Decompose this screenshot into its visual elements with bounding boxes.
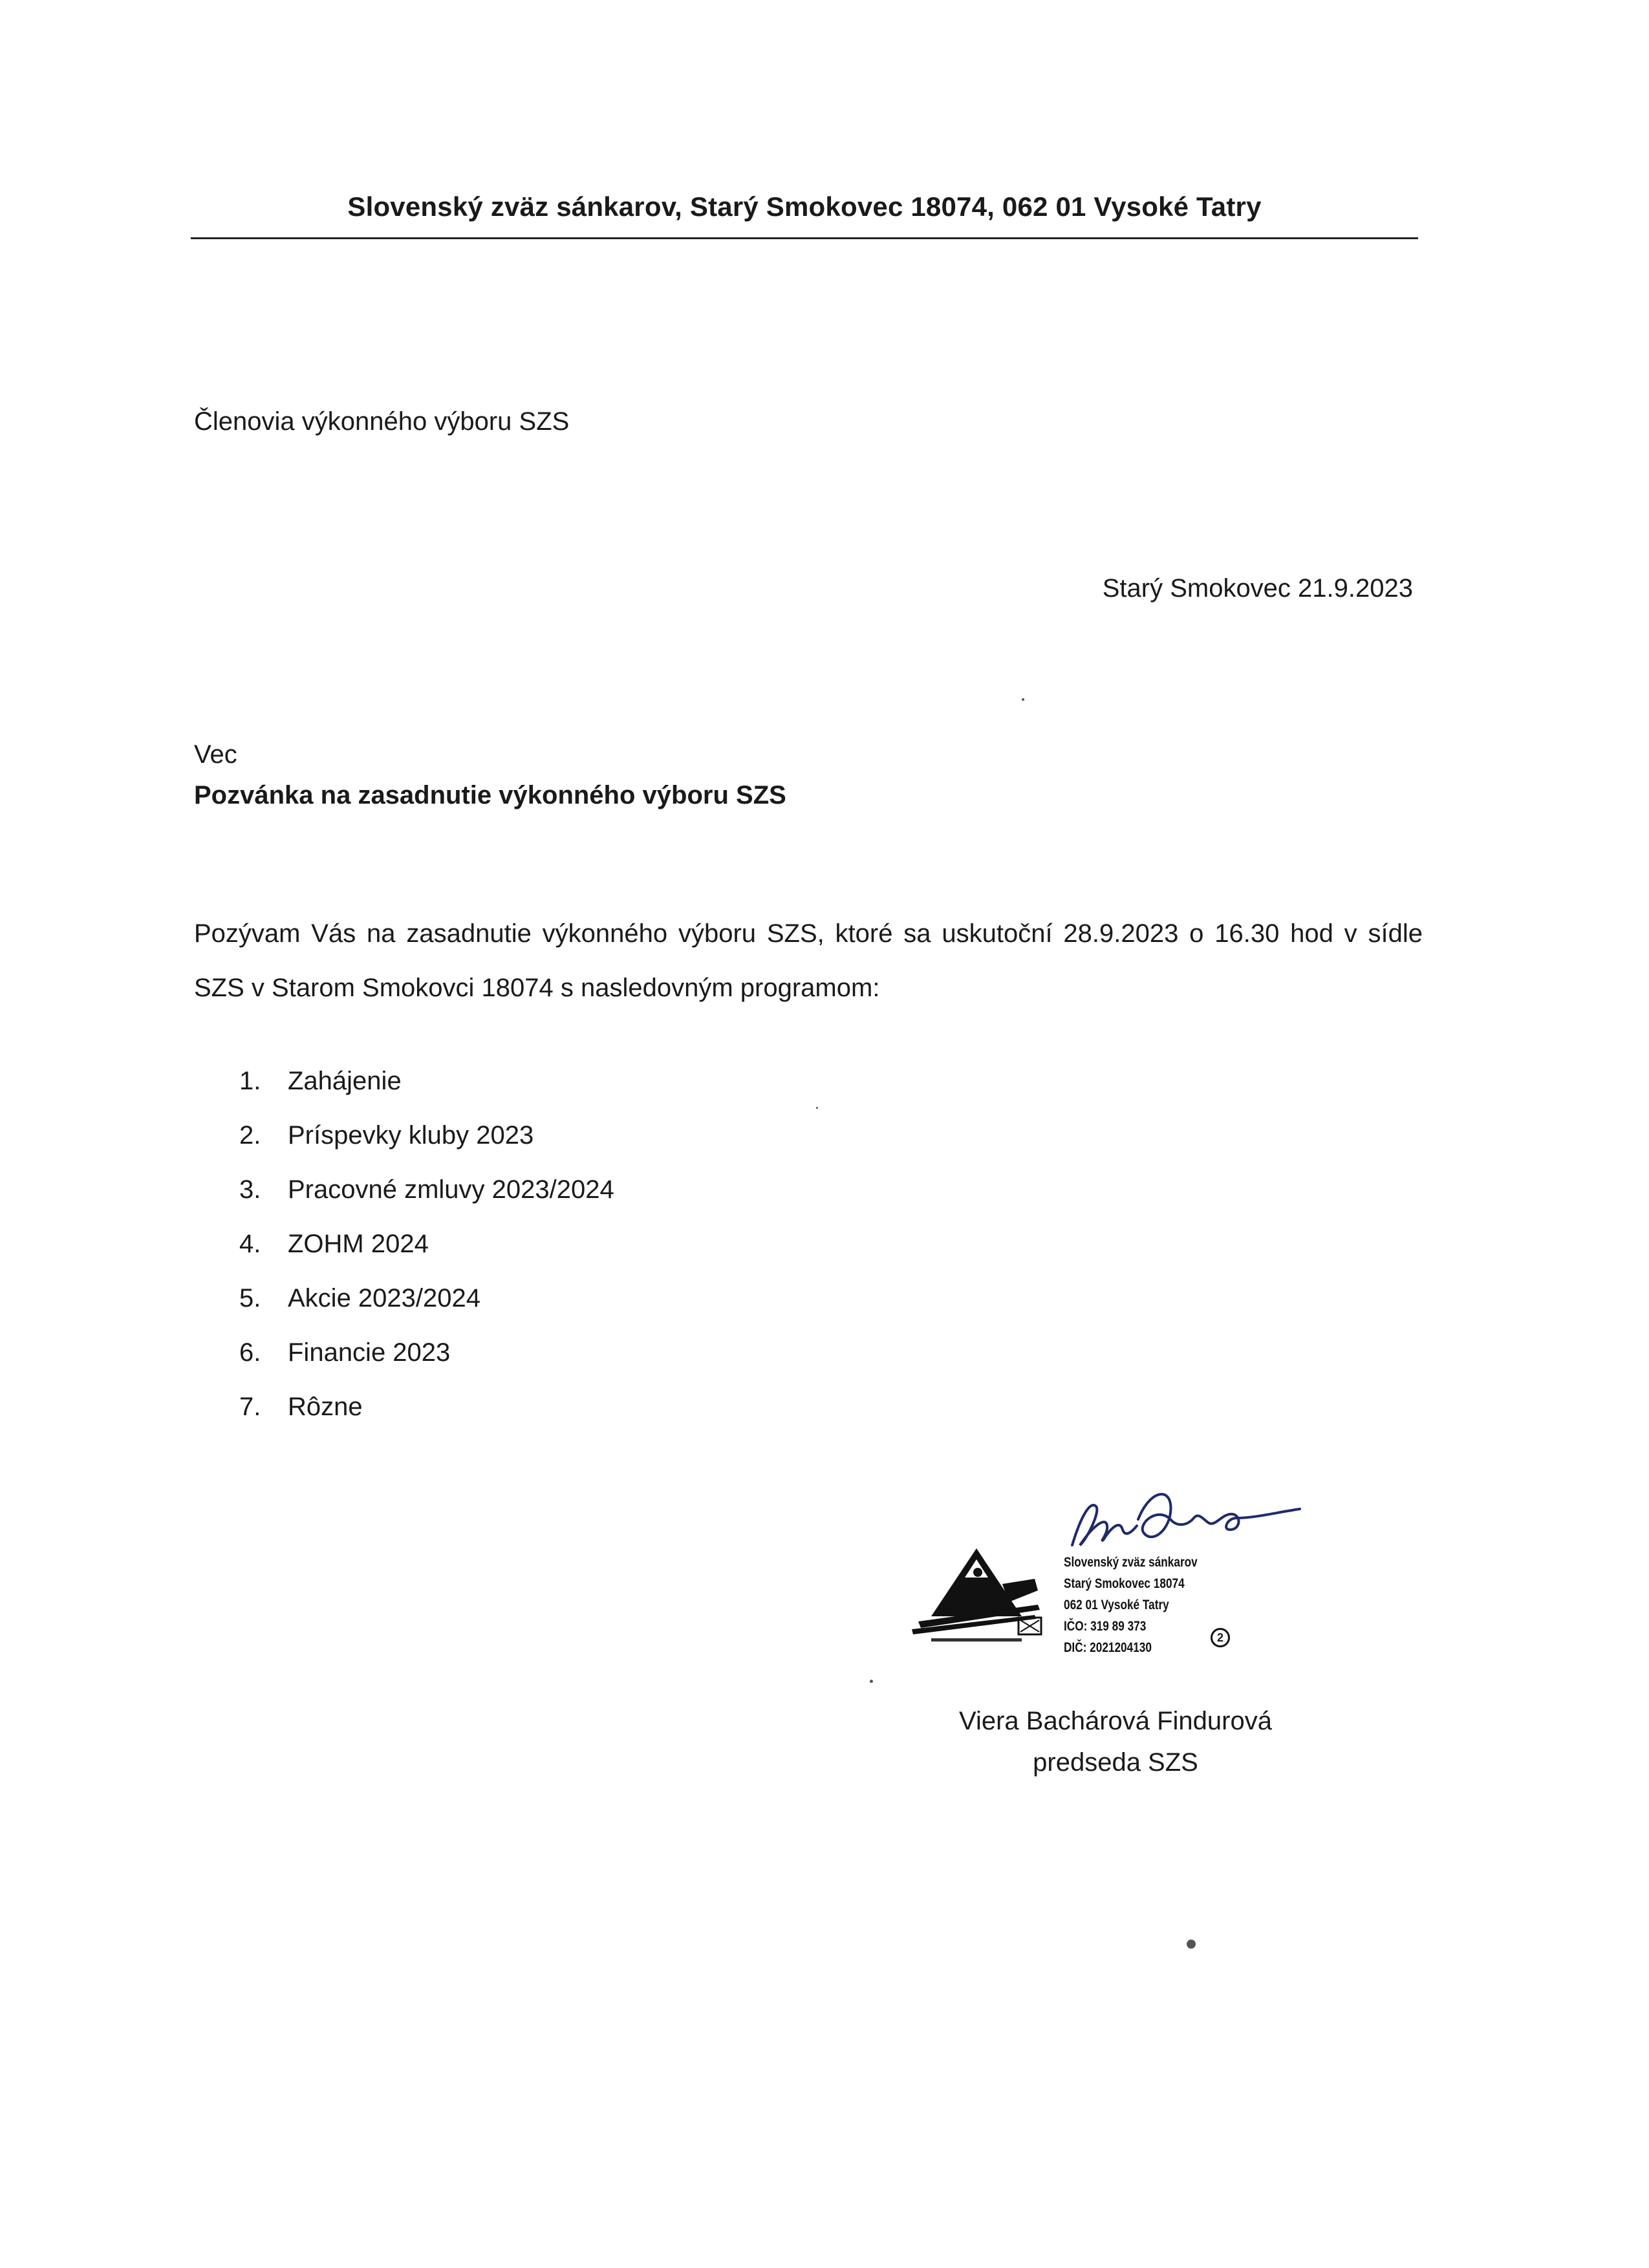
agenda-number: 4. bbox=[239, 1230, 261, 1258]
agenda-text: ZOHM 2024 bbox=[288, 1230, 429, 1258]
agenda-number: 7. bbox=[239, 1393, 261, 1421]
scan-speck bbox=[1022, 698, 1024, 701]
stamp-line: Slovenský zväz sánkarov bbox=[1064, 1555, 1198, 1570]
stamp-text bbox=[1064, 1552, 1198, 1658]
agenda-text: Zahájenie bbox=[288, 1067, 402, 1095]
signer-name: Viera Bachárová Findurová bbox=[959, 1707, 1272, 1735]
signer-block bbox=[899, 1700, 1332, 1783]
stamp-line: DIČ: 2021204130 bbox=[1064, 1640, 1152, 1655]
scan-speck bbox=[1187, 1940, 1196, 1949]
scan-speck bbox=[870, 1680, 873, 1683]
stamp-line: 062 01 Vysoké Tatry bbox=[1064, 1598, 1169, 1612]
scan-speck bbox=[816, 1107, 818, 1109]
agenda-text: Príspevky kluby 2023 bbox=[288, 1121, 534, 1150]
subject-title: Pozvánka na zasadnutie výkonného výboru SZS bbox=[194, 781, 786, 809]
agenda-number: 2. bbox=[239, 1121, 261, 1150]
list-item bbox=[239, 1121, 614, 1175]
agenda-number: 5. bbox=[239, 1284, 261, 1312]
subject-label: Vec bbox=[194, 740, 237, 769]
letterhead-divider bbox=[191, 237, 1418, 239]
agenda-text: Akcie 2023/2024 bbox=[288, 1284, 481, 1312]
signer-role: predseda SZS bbox=[1033, 1748, 1198, 1777]
stamp-line: Starý Smokovec 18074 bbox=[1064, 1576, 1185, 1591]
stamp-circled-mark: 2 bbox=[1211, 1628, 1230, 1647]
agenda-number: 3. bbox=[239, 1175, 261, 1204]
agenda-text: Pracovné zmluvy 2023/2024 bbox=[288, 1175, 614, 1204]
recipient: Členovia výkonného výboru SZS bbox=[194, 407, 570, 436]
invitation-paragraph: Pozývam Vás na zasadnutie výkonného výboru SZS, ktoré sa uskutoční 28.9.2023 o 16.30 hod v sídle SZS v Starom Smokovci 18074 s nasledovným programom: bbox=[194, 919, 1423, 1002]
list-item bbox=[239, 1230, 614, 1284]
agenda-number: 6. bbox=[239, 1338, 261, 1367]
place-and-date: Starý Smokovec 21.9.2023 bbox=[1102, 574, 1413, 603]
list-item bbox=[239, 1067, 614, 1121]
letterhead-organization: Slovenský zväz sánkarov, Starý Smokovec 18074, 062 01 Vysoké Tatry bbox=[347, 191, 1262, 222]
agenda-text: Financie 2023 bbox=[288, 1338, 451, 1367]
agenda-text: Rôzne bbox=[288, 1393, 363, 1421]
list-item bbox=[239, 1175, 614, 1230]
agenda-number: 1. bbox=[239, 1067, 261, 1095]
mountain-sled-logo-icon bbox=[905, 1545, 1048, 1649]
list-item bbox=[239, 1393, 614, 1447]
stamp-line: IČO: 319 89 373 bbox=[1064, 1619, 1147, 1634]
agenda-list bbox=[239, 1067, 614, 1447]
handwritten-signature bbox=[1061, 1481, 1306, 1558]
list-item bbox=[239, 1338, 614, 1393]
list-item bbox=[239, 1284, 614, 1338]
